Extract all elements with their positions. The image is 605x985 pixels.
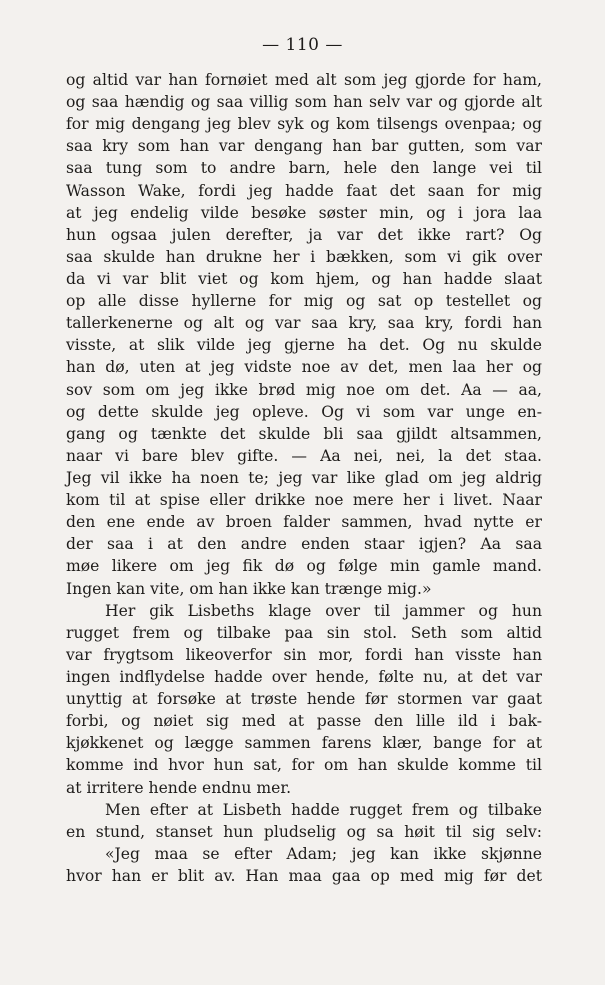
text-line: komme ind hvor hun sat, for om han skulde komme til [66,756,542,775]
text-line: den ene ende av broen falder sammen, hvad nytte er [66,513,542,532]
text-line: kom til at spise eller drikke noe mere her i livet. Naar [66,491,542,510]
text-line: sov som om jeg ikke brød mig noe om det. Aa — aa, [66,380,542,399]
text-line: hun ogsaa julen derefter, ja var det ikke rart? Og [66,225,542,244]
text-line: tallerkenerne og alt og var saa kry, saa kry, fordi han [66,314,542,333]
text-line: og saa hændig og saa villig som han selv var og gjorde alt [66,93,542,112]
text-line: visste, at slik vilde jeg gjerne ha det. Og nu skulde [66,336,542,355]
text-line: møe likere om jeg fik dø og følge min gamle mand. [66,557,542,576]
text-line: var frygtsom likeoverfor sin mor, fordi han visste han [66,645,542,664]
text-line: en stund, stanset hun pludselig og sa høit til sig selv: [66,822,542,841]
text-line: unyttig at forsøke at trøste hende før stormen var gaat [66,690,542,709]
text-line: kjøkkenet og lægge sammen farens klær, bange for at [66,734,542,753]
page-number: — 110 — [262,35,343,55]
body-text [66,69,542,887]
text-line: ingen indflydelse hadde over hende, følte nu, at det var [66,667,542,686]
text-line: hvor han er blit av. Han maa gaa op med mig før det [66,866,542,885]
text-line: Men efter at Lisbeth hadde rugget frem og tilbake [105,800,542,819]
text-line: da vi var blit viet og kom hjem, og han hadde slaat [66,269,542,288]
text-line: og altid var han fornøiet med alt som jeg gjorde for ham, [66,71,542,89]
text-line: Wasson Wake, fordi jeg hadde faat det saan for mig [66,181,542,200]
text-line: og dette skulde jeg opleve. Og vi som var unge en- [66,402,542,421]
text-line: naar vi bare blev gifte. — Aa nei, nei, la det staa. [66,446,542,465]
text-line: forbi, og nøiet sig med at passe den lille ild i bak- [66,712,542,731]
text-line: saa skulde han drukne her i bækken, som vi gik over [66,247,542,266]
text-line: saa kry som han var dengang han bar gutten, som var [66,137,542,156]
text-line: at irritere hende endnu mer. [66,778,292,797]
text-line: Her gik Lisbeths klage over til jammer og hun [105,601,542,620]
text-line: gang og tænkte det skulde bli saa gjildt altsammen, [66,424,542,443]
text-line: der saa i at den andre enden staar igjen? Aa saa [66,535,542,554]
text-line: han dø, uten at jeg vidste noe av det, men laa her og [66,358,542,377]
text-line: Jeg vil ikke ha noen te; jeg var like glad om jeg aldrig [66,468,542,487]
text-line: rugget frem og tilbake paa sin stol. Seth som altid [66,623,542,642]
text-line: Ingen kan vite, om han ikke kan trænge mig.» [66,579,432,598]
text-line: at jeg endelig vilde besøke søster min, og i jora laa [66,203,542,222]
text-line: for mig dengang jeg blev syk og kom tilsengs ovenpaa; og [66,115,542,134]
text-line: saa tung som to andre barn, hele den lange vei til [66,159,542,178]
text-line: op alle disse hyllerne for mig og sat op testellet og [66,292,542,311]
text-line: «Jeg maa se efter Adam; jeg kan ikke skjønne [105,844,542,863]
